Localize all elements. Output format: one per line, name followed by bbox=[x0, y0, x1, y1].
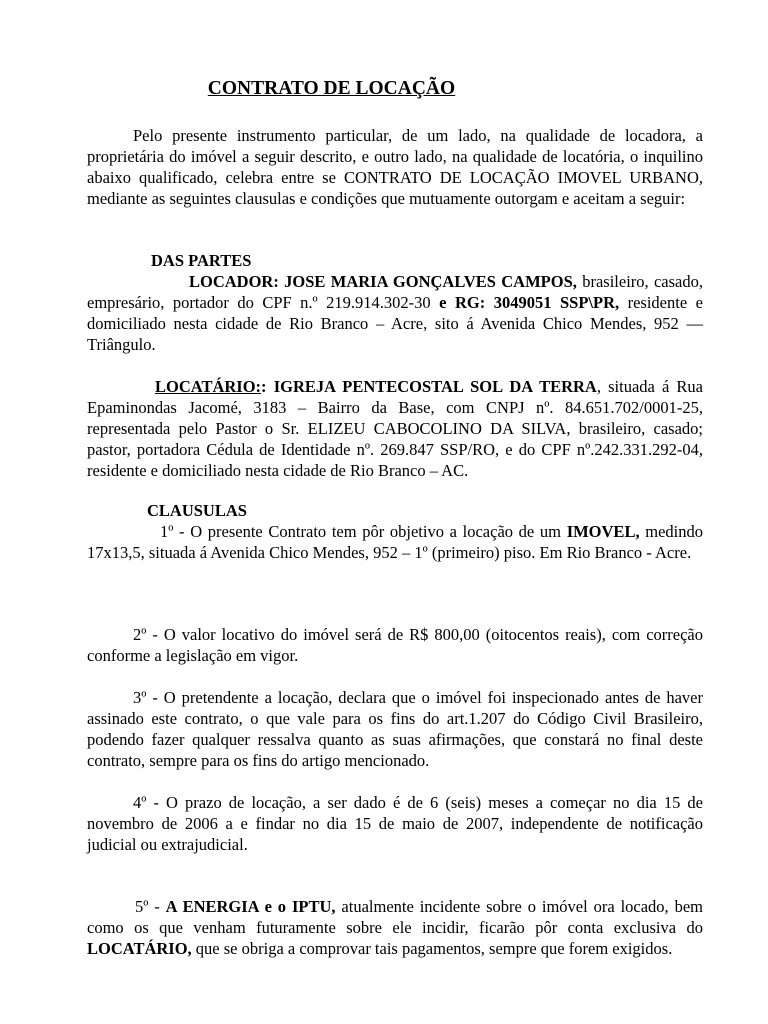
locador-paragraph bbox=[87, 271, 703, 355]
clausula-2-number: 2º - bbox=[133, 625, 164, 644]
clausula-5-locatario: LOCATÁRIO, bbox=[87, 939, 192, 958]
clausula-3-number: 3º - bbox=[133, 688, 164, 707]
clausulas-heading: CLAUSULAS bbox=[147, 501, 247, 520]
clausula-1-number: 1º - bbox=[160, 522, 191, 541]
clausula-4: 4º - O prazo de locação, a ser dado é de 6 (seis) meses a começar no dia 15 de novembro de 2006 a e findar no dia 15 de maio de 2007, independente de notificação judicial ou extrajudicial. bbox=[87, 793, 703, 854]
document-title: CONTRATO DE LOCAÇÃO bbox=[207, 78, 456, 99]
locador-text-2: residente e domiciliado nesta cidade de Rio Branco – Acre, sito á Avenida Chico Mendes, 952 — Triângulo. bbox=[87, 293, 703, 354]
clausula-4-number: 4º - bbox=[133, 793, 167, 812]
clausula-5-energia-iptu: A ENERGIA e o IPTU, bbox=[165, 897, 336, 916]
locador-label: LOCADOR: JOSE MARIA GONÇALVES CAMPOS, bbox=[189, 272, 577, 291]
locatario-label: LOCATÁRIO:: bbox=[155, 377, 267, 396]
locatario-text: , situada á Rua Epaminondas Jacomé, 3183 – Bairro da Base, com CNPJ nº. 84.651.702/0001-25, representada pelo Pastor o Sr. ELIZEU CABOCOLINO DA SILVA, brasileiro, casado; pastor, portadora Cédula de Identidade nº. 269.847 SSP/RO, e do CPF nº.242.331.292-04, residente e domiciliado nesta cidade de Rio Branco – AC. bbox=[87, 377, 704, 480]
locatario-paragraph bbox=[87, 376, 703, 481]
clausula-1-imovel: IMOVEL, bbox=[566, 522, 640, 541]
locador-e: e bbox=[439, 293, 455, 312]
clausula-1: 1º - O presente Contrato tem pôr objetivo a locação de um IMOVEL, medindo 17x13,5, situada á Avenida Chico Mendes, 952 – 1º (primeiro) piso. Em Rio Branco - Acre. bbox=[87, 522, 703, 562]
intro-paragraph: Pelo presente instrumento particular, de um lado, na qualidade de locadora, a proprietária do imóvel a seguir descrito, e outro lado, na qualidade de locatória, o inquilino abaixo qualificado, celebra entre se CONTRATO DE LOCAÇÃO IMOVEL URBANO, mediante as seguintes clausulas e condições que mutuamente outorgam e aceitam a seguir: bbox=[87, 126, 703, 208]
clausula-5: 5º - A ENERGIA e o IPTU, atualmente incidente sobre o imóvel ora locado, bem como os que venham futuramente sobre ele incidir, ficarão pôr conta exclusiva do LOCATÁRIO, que se obriga a comprovar tais pagamentos, sempre que forem exigidos. bbox=[87, 897, 703, 958]
locatario-name: IGREJA PENTECOSTAL SOL DA TERRA bbox=[273, 377, 597, 396]
partes-heading: DAS PARTES bbox=[151, 251, 252, 270]
locador-rg: RG: 3049051 SSP\PR, bbox=[454, 293, 620, 312]
clausula-5-number: 5º - bbox=[135, 897, 166, 916]
clausula-2: 2º - O valor locativo do imóvel será de R$ 800,00 (oitocentos reais), com correção conforme a legislação em vigor. bbox=[87, 625, 703, 665]
locador-text-1: brasileiro, casado, empresário, portador do CPF n.º 219.914.302-30 bbox=[87, 272, 704, 312]
clausula-3: 3º - O pretendente a locação, declara que o imóvel foi inspecionado antes de haver assinado este contrato, o que vale para os fins do art.1.207 do Código Civil Brasileiro, podendo fazer qualquer ressalva quanto as suas afirmações, que constará no final deste contrato, sempre para os fins do artigo mencionado. bbox=[87, 688, 703, 770]
